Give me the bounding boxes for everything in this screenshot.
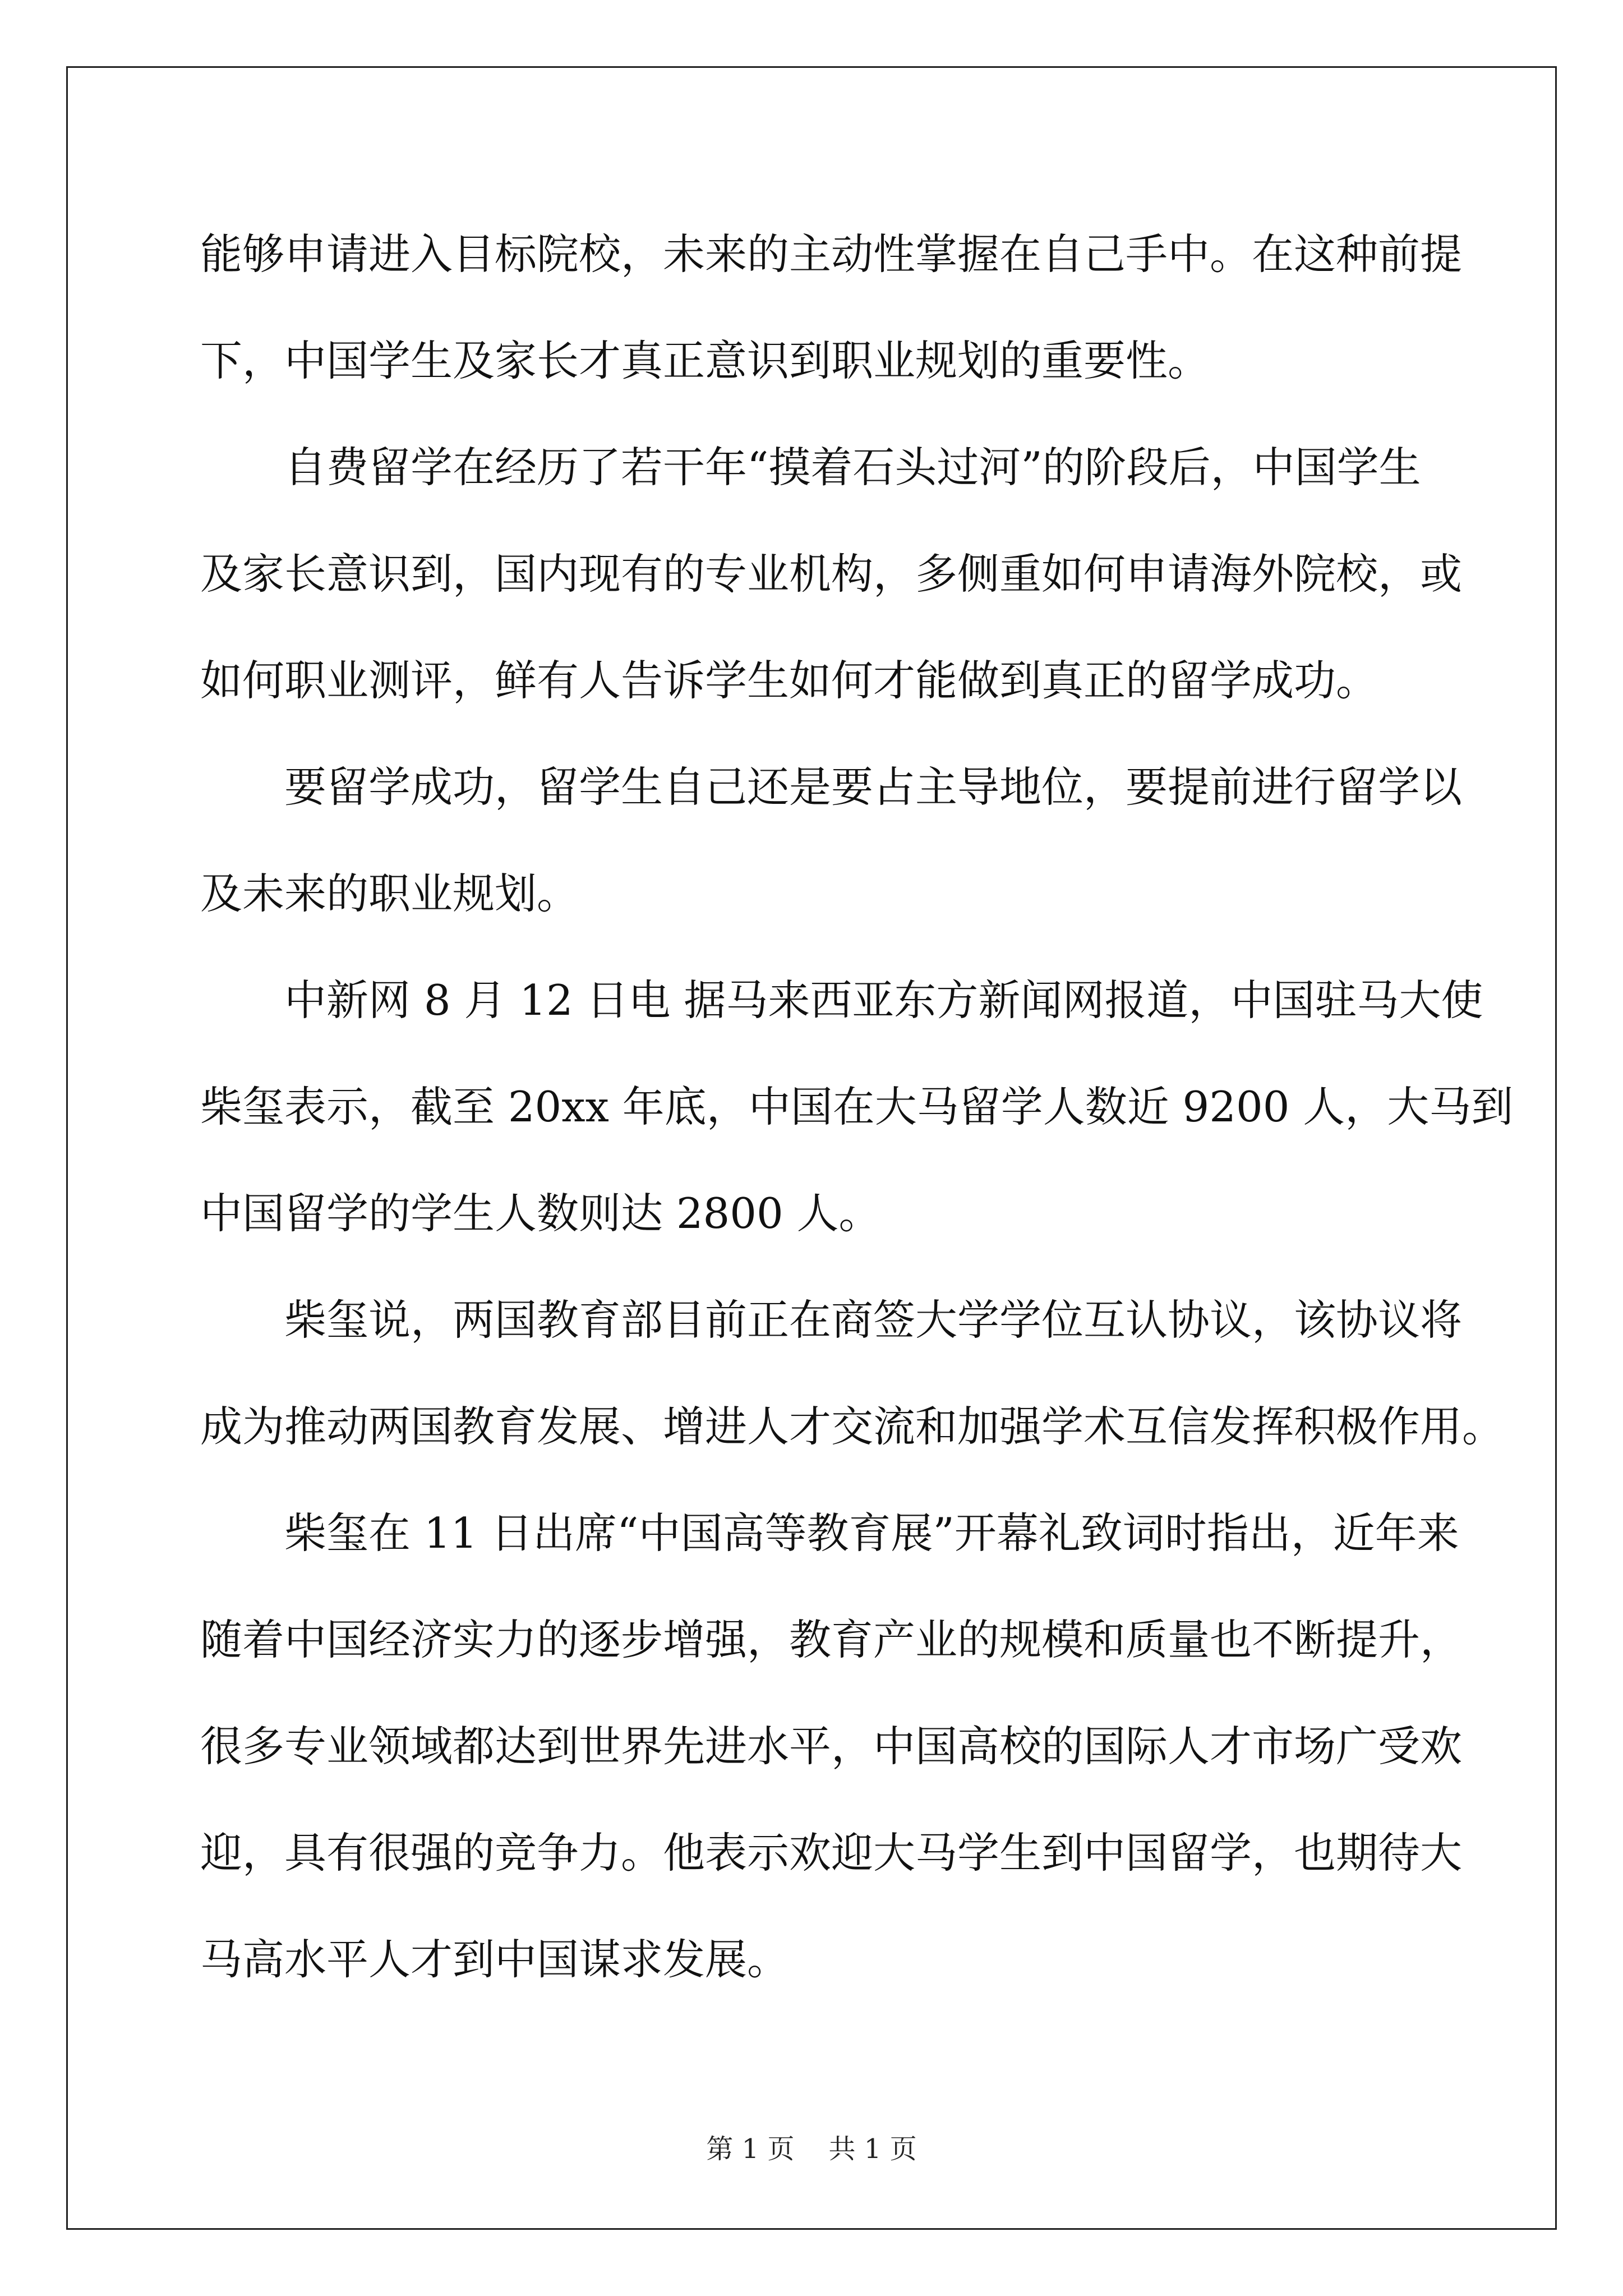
text-line: 及家长意识到，国内现有的专业机构，多侧重如何申请海外院校，或	[200, 549, 1463, 599]
text-line: 柴玺表示，截至 20xx 年底，中国在大马留学人数近 9200 人，大马到	[200, 1082, 1514, 1131]
paragraph-start-line: 柴玺在 11 日出席“中国高等教育展”开幕礼致词时指出，近年来	[284, 1508, 1459, 1558]
text-line: 成为推动两国教育发展、增进人才交流和加强学术互信发挥积极作用。	[200, 1402, 1505, 1451]
document-body	[200, 201, 1514, 2013]
text-line: 很多专业领域都达到世界先进水平，中国高校的国际人才市场广受欢	[200, 1722, 1463, 1771]
text-line: 及未来的职业规划。	[200, 869, 579, 918]
page-number-footer: 第 1 页 共 1 页	[706, 2133, 917, 2165]
paragraph-start-line: 要留学成功，留学生自己还是要占主导地位，要提前进行留学以	[284, 762, 1463, 812]
text-line: 中国留学的学生人数则达 2800 人。	[200, 1189, 881, 1238]
text-line: 能够申请进入目标院校，未来的主动性掌握在自己手中。在这种前提	[200, 229, 1463, 279]
paragraph-start-line: 自费留学在经历了若干年“摸着石头过河”的阶段后，中国学生	[284, 443, 1421, 492]
paragraph-start-line: 中新网 8 月 12 日电 据马来西亚东方新闻网报道，中国驻马大使	[284, 976, 1483, 1025]
paragraph-start-line: 柴玺说，两国教育部目前正在商签大学学位互认协议，该协议将	[284, 1295, 1463, 1345]
text-line: 随着中国经济实力的逐步增强，教育产业的规模和质量也不断提升，	[200, 1615, 1463, 1664]
text-line: 马高水平人才到中国谋求发展。	[200, 1935, 790, 1984]
text-line: 下，中国学生及家长才真正意识到职业规划的重要性。	[200, 336, 1210, 385]
text-line: 迎，具有很强的竞争力。他表示欢迎大马学生到中国留学，也期待大	[200, 1828, 1463, 1878]
text-line: 如何职业测评，鲜有人告诉学生如何才能做到真正的留学成功。	[200, 656, 1378, 705]
